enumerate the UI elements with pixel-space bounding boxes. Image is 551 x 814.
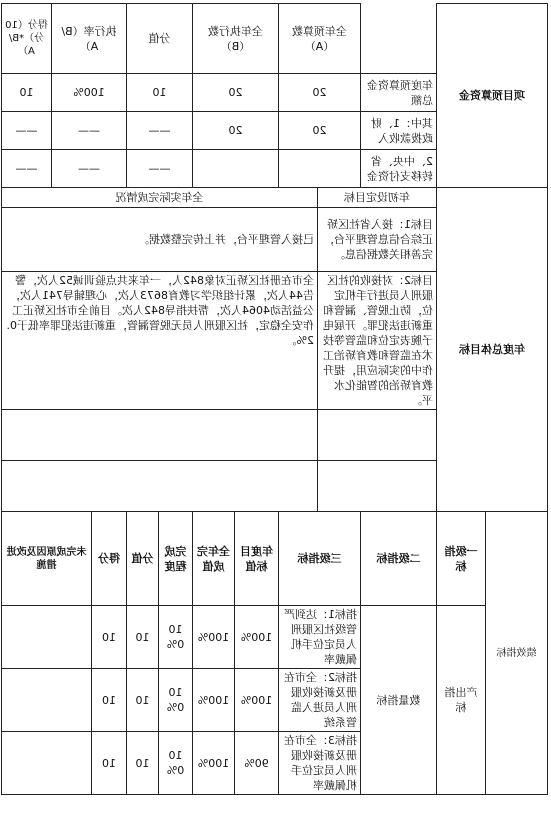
- budget-corner-cell: [361, 4, 437, 74]
- budget-row-a: 20: [279, 74, 361, 112]
- header-ind-score: 分值: [126, 512, 158, 606]
- empty-actual-cell: [1, 410, 317, 461]
- actual-2: 全市在册社区矫正对象842人，一年来共点验训诫52人次，警告44人次，累计组织学习教育8673人次，心理辅导741人次，公益活动4064人次，帮扶指导842人次。目前全市社区矫正工作安全稳定，社区服刑人员无脱管漏管，重新违法犯罪率低于0.2%。: [1, 272, 317, 410]
- goal-1: 目标1：接入省社区矫正综合信息管理平台，完善相关数据信息。: [318, 208, 437, 272]
- level2-value: 数量指标: [361, 606, 437, 795]
- indicator-target: 100%: [235, 606, 279, 669]
- indicator-name: 指标2：全市在册及新接收服刑人员进入监管系统: [279, 669, 361, 732]
- indicator-score: 10: [126, 606, 158, 669]
- header-degree: 完成程度: [158, 512, 192, 606]
- goals-actual-header: 全年实际完成情况: [1, 188, 317, 208]
- actual-1: 已接入管理平台，并上传完整数据。: [1, 208, 317, 272]
- header-score: 分值: [126, 4, 192, 74]
- budget-row-label: 2、中央、省转移支付资金: [361, 150, 437, 188]
- budget-row-score: ——: [126, 150, 192, 188]
- indicator-score: 10: [126, 732, 158, 795]
- indicators-section-label: 绩效指标: [486, 512, 548, 795]
- empty-goal-cell: [318, 410, 437, 461]
- header-actual: 全年完成值: [192, 512, 234, 606]
- indicator-points: 10: [91, 732, 126, 795]
- performance-table: [1, 3, 548, 795]
- budget-row-rate: ——: [51, 112, 126, 150]
- indicator-reason: [1, 669, 91, 732]
- budget-row-b: [192, 150, 278, 188]
- goals-planned-header: 年初设定目标: [318, 188, 437, 208]
- budget-row-points: ——: [1, 112, 51, 150]
- goals-section-label: 年度总体目标: [437, 188, 548, 512]
- empty-goal-cell: [318, 461, 437, 512]
- budget-row-label: 其中：1、财政拨款收入: [361, 112, 437, 150]
- indicator-target: 90%: [235, 732, 279, 795]
- indicator-reason: [1, 606, 91, 669]
- empty-actual-cell: [1, 461, 317, 512]
- budget-row-b: 20: [192, 112, 278, 150]
- indicator-reason: [1, 732, 91, 795]
- budget-row-a: [279, 150, 361, 188]
- indicator-name: 指标1：达到严管级社区服刑人员定位手机佩戴率: [279, 606, 361, 669]
- budget-row-label: 年度预算资金总额: [361, 74, 437, 112]
- indicator-target: 100%: [235, 669, 279, 732]
- header-reason: 未完成原因及改进措施: [1, 512, 91, 606]
- level1-value: 产出指标: [437, 606, 486, 795]
- header-level2: 二级指标: [361, 512, 437, 606]
- indicator-name: 指标3：全市在册及新接收服刑人员定位手机佩戴率: [279, 732, 361, 795]
- indicator-actual: 100%: [192, 732, 234, 795]
- indicator-points: 10: [91, 606, 126, 669]
- indicator-points: 10: [91, 669, 126, 732]
- indicator-degree: 100%: [158, 606, 192, 669]
- budget-row-score: 10: [126, 74, 192, 112]
- budget-row-a: 20: [279, 112, 361, 150]
- indicator-degree: 100%: [158, 732, 192, 795]
- header-exec-rate: 执行率（B/A）: [51, 4, 126, 74]
- header-points: 得分（10分）*B/A）: [1, 4, 51, 74]
- indicator-actual: 100%: [192, 669, 234, 732]
- budget-row-points: 10: [1, 74, 51, 112]
- header-level3: 三级指标: [279, 512, 361, 606]
- header-target: 年度目标值: [235, 512, 279, 606]
- header-level1: 一级指标: [437, 512, 486, 606]
- indicator-actual: 100%: [192, 606, 234, 669]
- budget-row-rate: 100%: [51, 74, 126, 112]
- budget-section-label: 项目预算资金: [437, 4, 548, 188]
- budget-row-rate: ——: [51, 150, 126, 188]
- goal-2: 目标2：对接收的社区服刑人员进行手机定位，防止脱管、漏管和重新违法犯罪。开展电子腕表定位和监管等技术在监管和教育矫治工作中的实际应用，提升教育矫治的智能化水平。: [318, 272, 437, 410]
- header-annual-exec: 全年执行数（B）: [192, 4, 278, 74]
- indicator-degree: 100%: [158, 669, 192, 732]
- budget-row-points: ——: [1, 150, 51, 188]
- header-ind-points: 得分: [91, 512, 126, 606]
- budget-row-b: 20: [192, 74, 278, 112]
- indicator-score: 10: [126, 669, 158, 732]
- budget-row-score: ——: [126, 112, 192, 150]
- header-annual-budget: 全年预算数（A）: [279, 4, 361, 74]
